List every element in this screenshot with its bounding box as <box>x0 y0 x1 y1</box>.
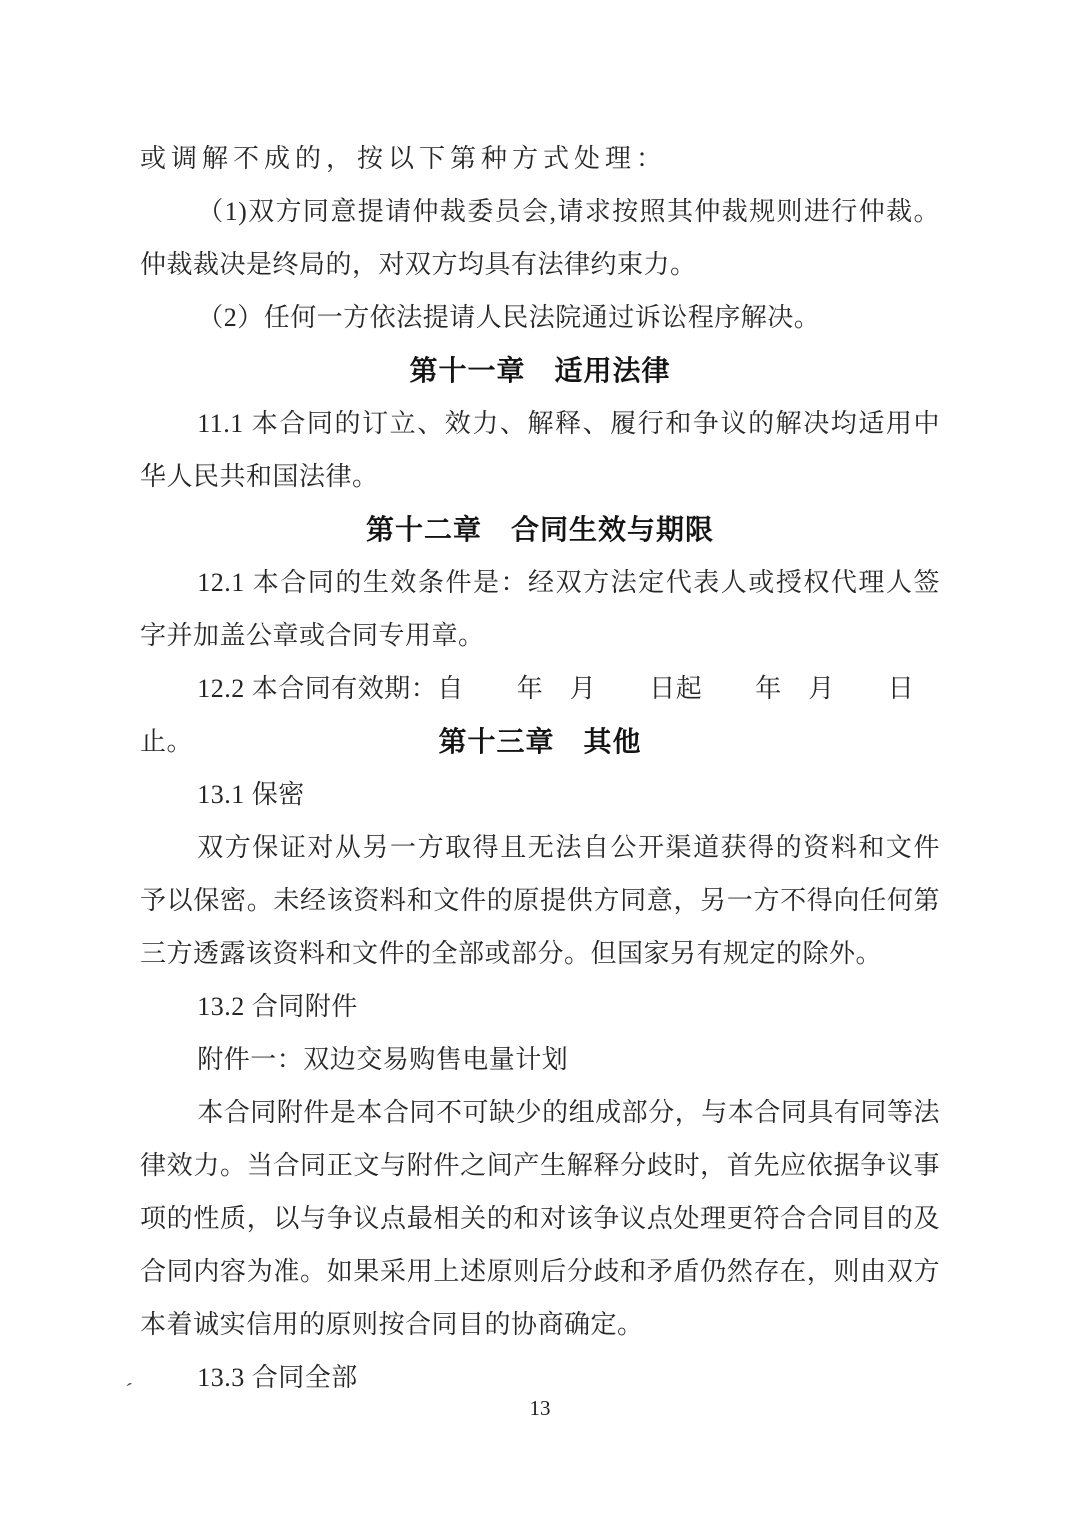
text-line: （1)双方同意提请仲裁委员会,请求按照其仲裁规则进行仲裁。 <box>197 197 940 226</box>
text-line: 字并加盖公章或合同专用章。 <box>140 621 485 650</box>
text-line: 附件一：双边交易购售电量计划 <box>197 1045 569 1074</box>
text-line: 13.2 合同附件 <box>197 992 358 1021</box>
text-line: 或调解不成的，按以下第种方式处理： <box>140 144 668 173</box>
text-line: 华人民共和国法律。 <box>140 462 379 491</box>
text-line: 本合同附件是本合同不可缺少的组成部分，与本合同具有同等法 <box>197 1098 940 1127</box>
text-line: 三方透露该资料和文件的全部或部分。但国家另有规定的除外。 <box>140 939 883 968</box>
text-line: 项的性质，以与争议点最相关的和对该争议点处理更符合合同目的及 <box>140 1204 940 1233</box>
text-line: 12.2 本合同有效期：自 年 月 日起 年 月 日止。 <box>140 674 915 756</box>
text-line: 律效力。当合同正文与附件之间产生解释分歧时，首先应依据争议事 <box>140 1151 940 1180</box>
stray-mark: ˊ <box>121 1377 134 1404</box>
contract-body <box>140 132 940 1404</box>
page-number: 13 <box>529 1396 551 1420</box>
text-line: 12.1 本合同的生效条件是：经双方法定代表人或授权代理人签 <box>197 568 940 597</box>
text-line: 仲裁裁决是终局的，对双方均具有法律约束力。 <box>140 250 697 279</box>
chapter-heading: 第十一章 适用法律 <box>409 355 671 386</box>
text-line: 本着诚实信用的原则按合同目的协商确定。 <box>140 1310 644 1339</box>
text-line: 双方保证对从另一方取得且无法自公开渠道获得的资料和文件 <box>197 833 940 862</box>
text-line: 13.1 保密 <box>197 780 305 809</box>
text-line: （2）任何一方依法提请人民法院通过诉讼程序解决。 <box>197 303 821 332</box>
text-line: 予以保密。未经该资料和文件的原提供方同意，另一方不得向任何第 <box>140 886 940 915</box>
text-line: 11.1 本合同的订立、效力、解释、履行和争议的解决均适用中 <box>197 409 940 438</box>
chapter-heading: 第十三章 其他 <box>438 726 642 757</box>
chapter-heading: 第十二章 合同生效与期限 <box>365 514 714 545</box>
text-line: 13.3 合同全部 <box>197 1363 358 1392</box>
text-line: 合同内容为准。如果采用上述原则后分歧和矛盾仍然存在，则由双方 <box>140 1257 940 1286</box>
